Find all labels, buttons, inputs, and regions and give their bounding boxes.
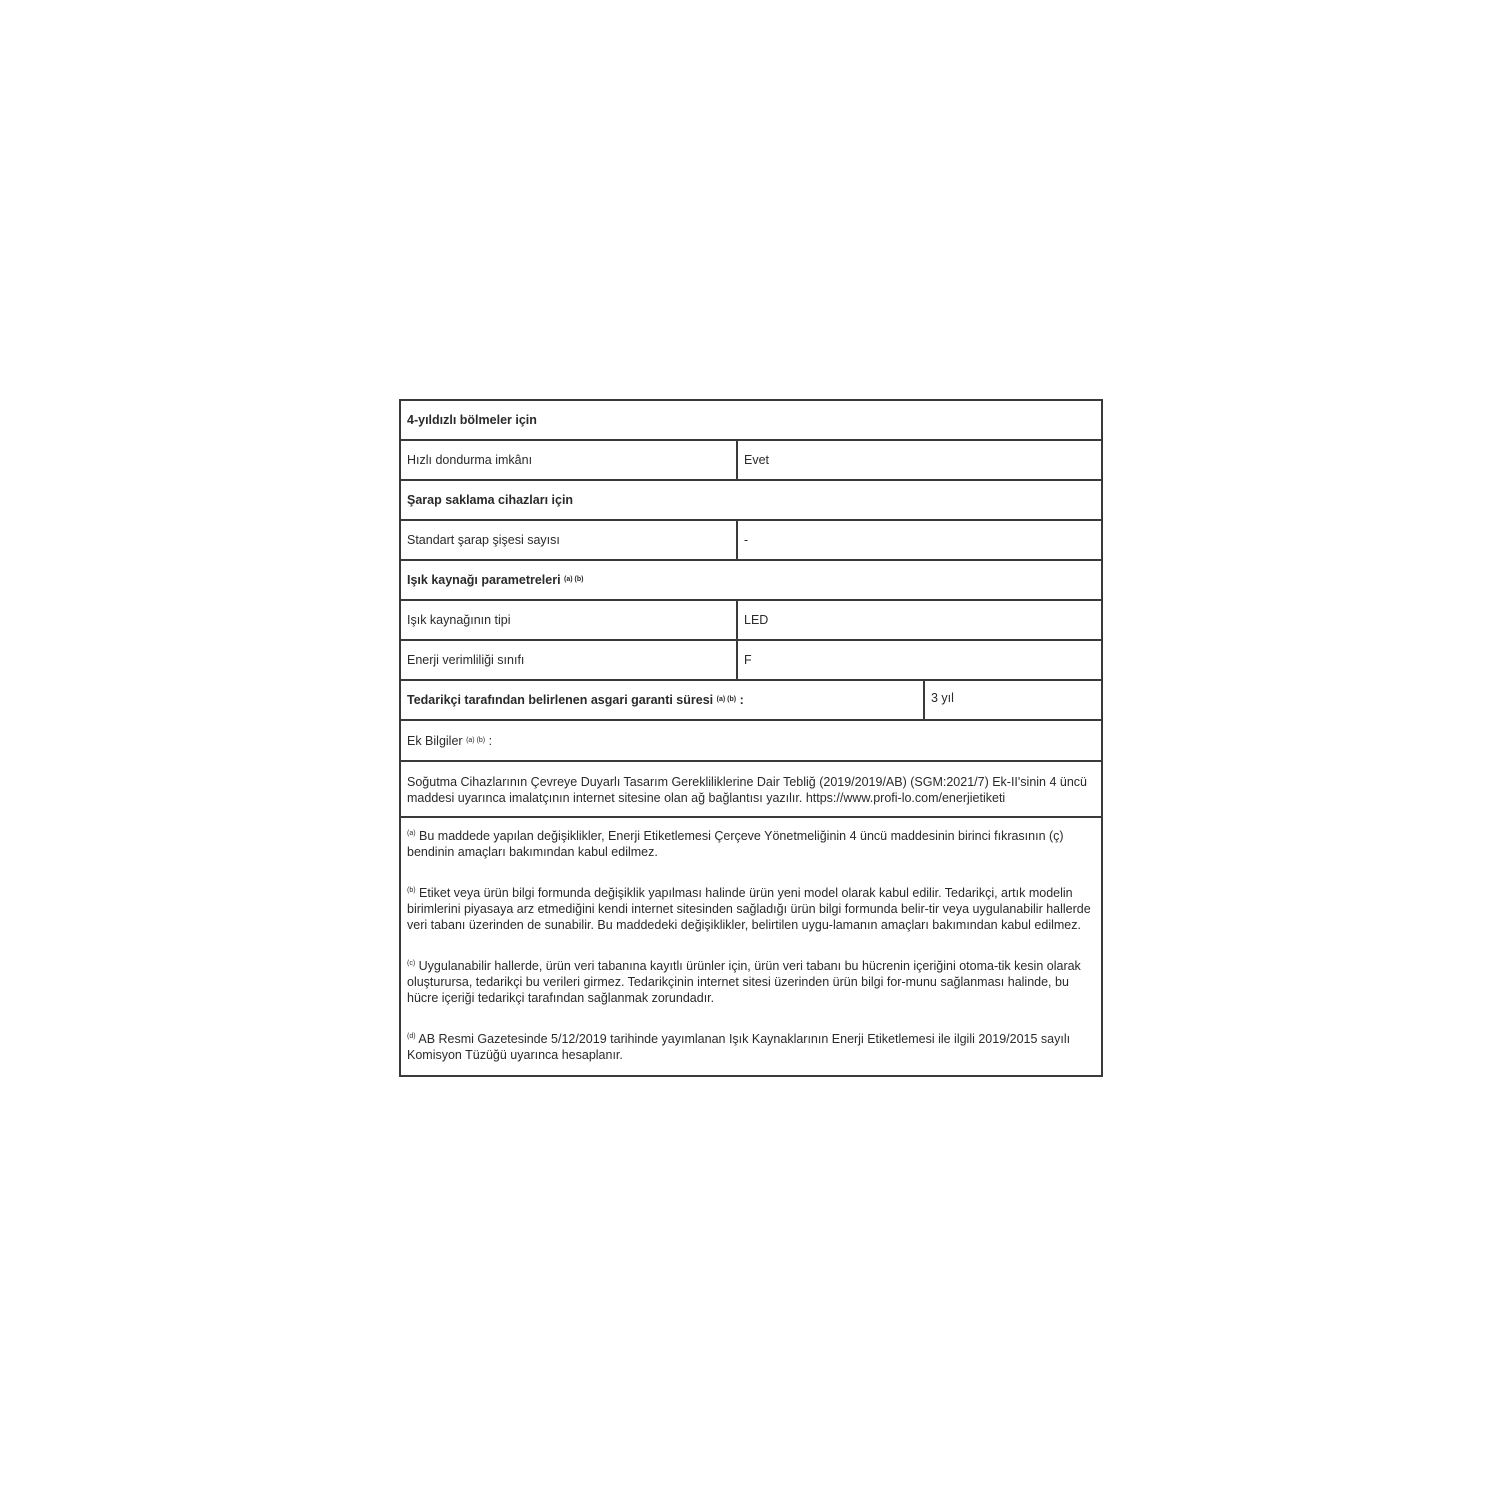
row-value: - [744,533,749,547]
extra-info-label-text: Ek Bilgiler [407,733,463,748]
footnote-mark: (c) [407,959,416,967]
row-label: Tedarikçi tarafından belirlenen asgari garanti süresi (a) (b) : [401,681,925,719]
row-value: 3 yıl [931,691,954,705]
footnote-mark: (b) [407,886,416,894]
row-label: Hızlı dondurma imkânı [401,441,738,479]
warranty-colon: : [739,693,744,707]
extra-info-colon: : [488,733,493,748]
footnote-text: AB Resmi Gazetesinde 5/12/2019 tarihinde yayımlanan Işık Kaynaklarının Enerji Etiketlemesi ile ilgili 2019/2015 sayılı Komisyon Tüzüğü uyarınca hesaplanır. [407,1032,1071,1062]
row-label: Standart şarap şişesi sayısı [401,521,738,559]
row-value: Evet [744,453,770,467]
row-label: Enerji verimliliği sınıfı [401,641,738,679]
row-extra-info-label [401,721,1101,762]
row-energy-class [401,641,1101,681]
section-title: Şarap saklama cihazları için [407,493,574,507]
footnote [407,1031,1095,1063]
row-extra-info-text [401,762,1101,818]
row-wine-bottles [401,521,1101,561]
product-info-table [399,399,1103,1077]
footnotes-block [401,818,1101,1075]
section-wine [401,481,1101,521]
footnote-mark: (a) [407,829,416,837]
row-light-type [401,601,1101,641]
row-label: Işık kaynağının tipi [401,601,738,639]
section-light [401,561,1101,601]
row-warranty [401,681,1101,721]
footnote-mark: (d) [407,1032,416,1040]
row-value: F [744,653,752,667]
section-title: Işık kaynağı parametreleri (a) (b) [407,573,584,587]
footnote [407,828,1095,860]
row-fast-freeze [401,441,1101,481]
footnote-text: Etiket veya ürün bilgi formunda değişiklik yapılması halinde ürün yeni model olarak kabul edilir. Tedarikçi, artık modelin birimlerini piyasaya arz etmediğini kendi internet sitesinden sağladığı ürün bilgi formunda belir-tir veya uygulanabilir hallerde veri tabanı üzerinden de sunabilir. Bu maddedeki değişiklikler, belirtilen uygu-lamanın amaçları bakımından kabul edilmez. [407,886,1091,932]
footnote [407,958,1095,1006]
footnote-text: Bu maddede yapılan değişiklikler, Enerji Etiketlemesi Çerçeve Yönetmeliğinin 4 üncü maddesinin birinci fıkrasının (ç) bendinin amaçları bakımından kabul edilmez. [407,829,1064,859]
footnotes-list [401,818,1101,1075]
extra-info-text: Soğutma Cihazlarının Çevreye Duyarlı Tasarım Gerekliliklerine Dair Tebliğ (2019/2019/AB) (SGM:2021/7) Ek-II'sinin 4 üncü maddesi uyarınca imalatçının internet sitesine olan ağ bağlantısı yazılır. https://www.profi-lo.com/enerjietiketi [407,775,1088,805]
section-four-star [401,401,1101,441]
warranty-label-text: Tedarikçi tarafından belirlenen asgari garanti süresi [407,693,714,707]
footnote [407,885,1095,933]
section-title: 4-yıldızlı bölmeler için [407,413,537,427]
row-value: LED [744,613,769,627]
row-label: Ek Bilgiler (a) (b) : [407,733,493,748]
footnote-text: Uygulanabilir hallerde, ürün veri tabanına kayıtlı ürünler için, ürün veri tabanı bu hücrenin içeriğini otoma-tik kesin olarak oluşturursa, tedarikçi bu verileri girmez. Tedarikçinin internet sitesi üzerinden ürün bilgi for-munu sağlanması halinde, bu hücre içeriği tedarikçi tarafından sağlanmak zorundadır. [407,959,1081,1005]
section-title-text: Işık kaynağı parametreleri [407,573,561,587]
